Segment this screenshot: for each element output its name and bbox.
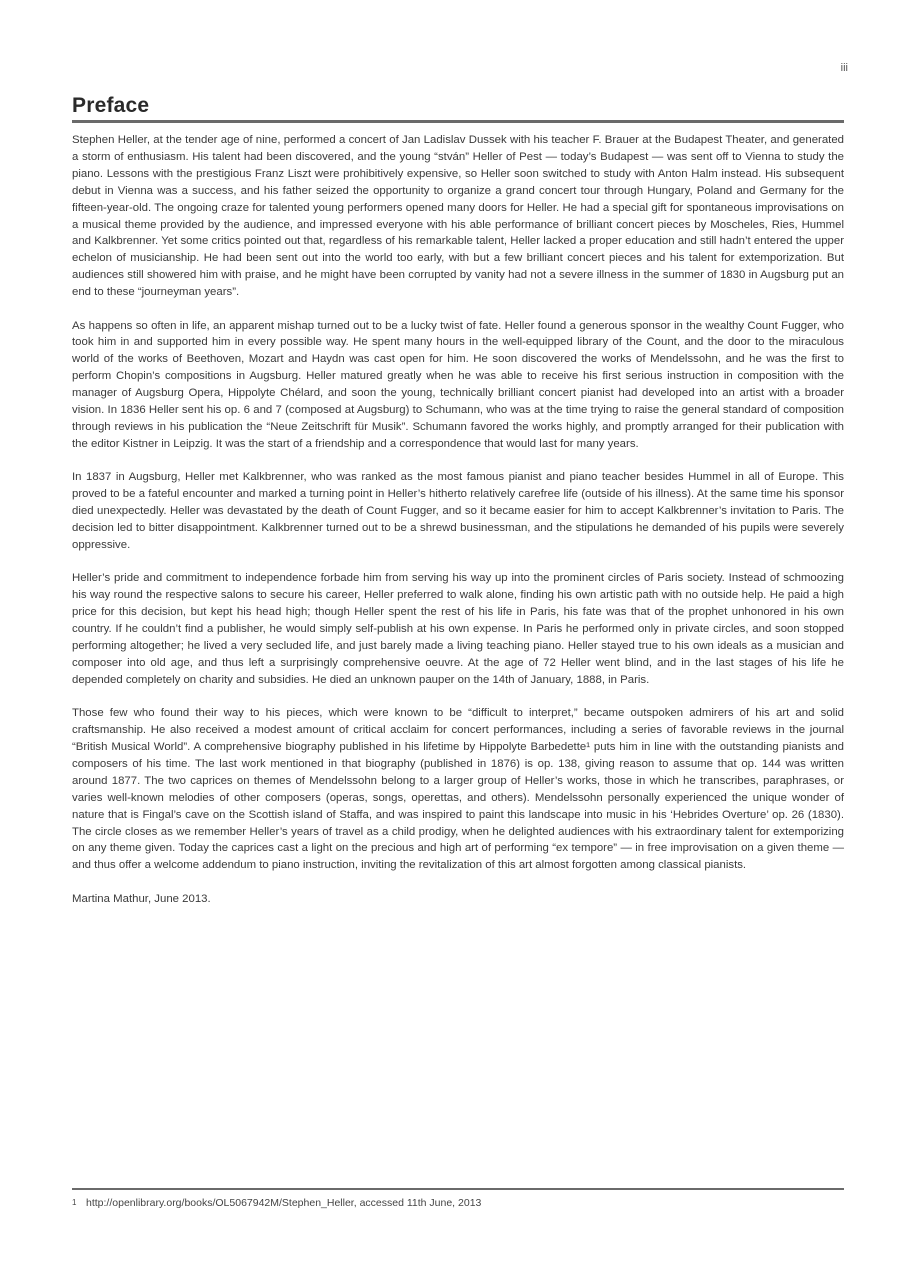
title-divider bbox=[72, 120, 844, 123]
page-number: iii bbox=[840, 62, 848, 74]
footnote-divider bbox=[72, 1188, 844, 1190]
footnote-marker: 1 bbox=[72, 1198, 77, 1207]
paragraph-2: As happens so often in life, an apparent mishap turned out to be a lucky twist of fate. Heller found a generous sponsor in the wealthy Count Fugger, who took him in and supported him in every possible way. He spent many hours in the well-equipped library of the Count, and the door to the miraculous world of the works of Beethoven, Mozart and Haydn was cast open for him. He soon discovered the works of Mendelssohn, and he was the first to perform Chopin’s compositions in Augsburg. Heller matured greatly when he was able to receive his first serious instruction in composition with the manager of Augsburg Opera, Hippolyte Chélard, and soon the young, technically brilliant concert pianist had developed into an artist with a broader vision. In 1836 Heller sent his op. 6 and 7 (composed at Augsburg) to Schumann, who was at the time trying to raise the general standard of composition through reviews in his publication the “Neue Zeitschrift für Musik”. Schumann favored the works highly, and promptly arranged for their publication with the editor Kistner in Leipzig. It was the start of a friendship and a correspondence that would last for many years. bbox=[72, 319, 844, 450]
paragraph-5: Those few who found their way to his pieces, which were known to be “difficult to interpret,” became outspoken admirers of his art and solid craftsmanship. He also received a modest amount of critical acclaim for concert performances, including a series of favorable reviews in the journal “British Musical World”. A comprehensive biography published in his lifetime by Hippolyte Barbedette¹ puts him in line with the outstanding pianists and composers of his time. The last work mentioned in that biography (published in 1876) is op. 138, giving reason to assume that op. 144 was written around 1877. The two caprices on themes of Mendelssohn belong to a larger group of Heller’s works, those in which he transcribes, paraphrases, or varies well-known melodies of other composers (operas, songs, operettas, and others). Mendelssohn personally experienced the unique wonder of nature that is Fingal’s cave on the Scottish island of Staffa, and was inspired to paint this landscape into music in his ‘Hebrides Overture’ op. 26 (1830). The circle closes as we remember Heller’s years of travel as a child prodigy, when he delighted audiences with his extraordinary talent for extemporizing on any theme given. Today the caprices cast a light on the precious and high art of performing “ex tempore” — in free improvisation on a given theme — and thus offer a welcome addendum to piano instruction, inviting the revitalization of this art almost forgotten among classical pianists. bbox=[72, 707, 844, 872]
paragraph-3: In 1837 in Augsburg, Heller met Kalkbrenner, who was ranked as the most famous pianist and piano teacher besides Hummel in all of Europe. This proved to be a fateful encounter and marked a turning point in Heller’s hitherto relatively carefree life (outside of his illness). At the same time his sponsor died unexpectedly. Heller was devastated by the death of Count Fugger, and so it became easier for him to accept Kalkbrenner’s invitation to Paris. The decision led to bitter disappointment. Kalkbrenner turned out to be a shrewd businessman, and the stipulations he demanded of his pupils were severely oppressive. bbox=[72, 471, 844, 551]
signature: Martina Mathur, June 2013. bbox=[72, 892, 211, 905]
paragraph-1: Stephen Heller, at the tender age of nine, performed a concert of Jan Ladislav Dussek with his teacher F. Brauer at the Budapest Theater, and generated a storm of enthusiasm. His talent had been discovered, and the young “stván” Heller of Pest — today’s Budapest — was sent off to Vienna to study the piano. Lessons with the prestigious Franz Liszt were prohibitively expensive, so Heller soon switched to study with Anton Halm instead. His subsequent debut in Vienna was a success, and his father seized the opportunity to organize a grand concert tour through Hungary, Poland and Germany for the fifteen-year-old. The ongoing craze for talented young performers opened many doors for Heller. He had a special gift for spontaneous improvisations on a musical theme provided by the audience, and impressed everyone with his able performance of brilliant concert pieces by Moscheles, Ries, Hummel and Kalkbrenner. Yet some critics pointed out that, regardless of his remarkable talent, Heller lacked a proper education and still hadn’t entered the upper echelon of musicianship. He had been sent out into the world too early, with but a few brilliant concert pieces and his talent for extemporization. But audiences still showered him with praise, and he might have been corrupted by vanity had not a severe illness in the summer of 1830 in Augsburg put an end to these “journeyman years”. bbox=[72, 134, 844, 299]
footnote bbox=[72, 1196, 481, 1210]
footnote-link[interactable]: http://openlibrary.org/books/OL5067942M/Stephen_Heller, accessed 11th June, 2013 bbox=[86, 1197, 482, 1209]
page-title: Preface bbox=[72, 94, 150, 117]
paragraph-4: Heller’s pride and commitment to independence forbade him from serving his way up into the prominent circles of Paris society. Instead of schmoozing his way round the respective salons to secure his career, Heller preferred to walk alone, finding his own artistic path with no outside help. He paid a high price for this decision, but kept his head high; though Heller spent the rest of his life in Paris, his fate was that of the prophet unhonored in his own country. If he couldn’t find a publisher, he would simply self-publish at his own expense. In Paris he performed only in private circles, and soon stopped performing altogether; he lived a very secluded life, and just barely made a living teaching piano. Heller stayed true to his own ideals as a musician and composer into old age, and thus left a surprisingly comprehensive oeuvre. At the age of 72 Heller went blind, and in the last stages of his life he depended completely on charity and subsidies. He died an unknown pauper on the 14th of January, 1888, in Paris. bbox=[72, 572, 844, 686]
preface-body bbox=[72, 132, 844, 908]
